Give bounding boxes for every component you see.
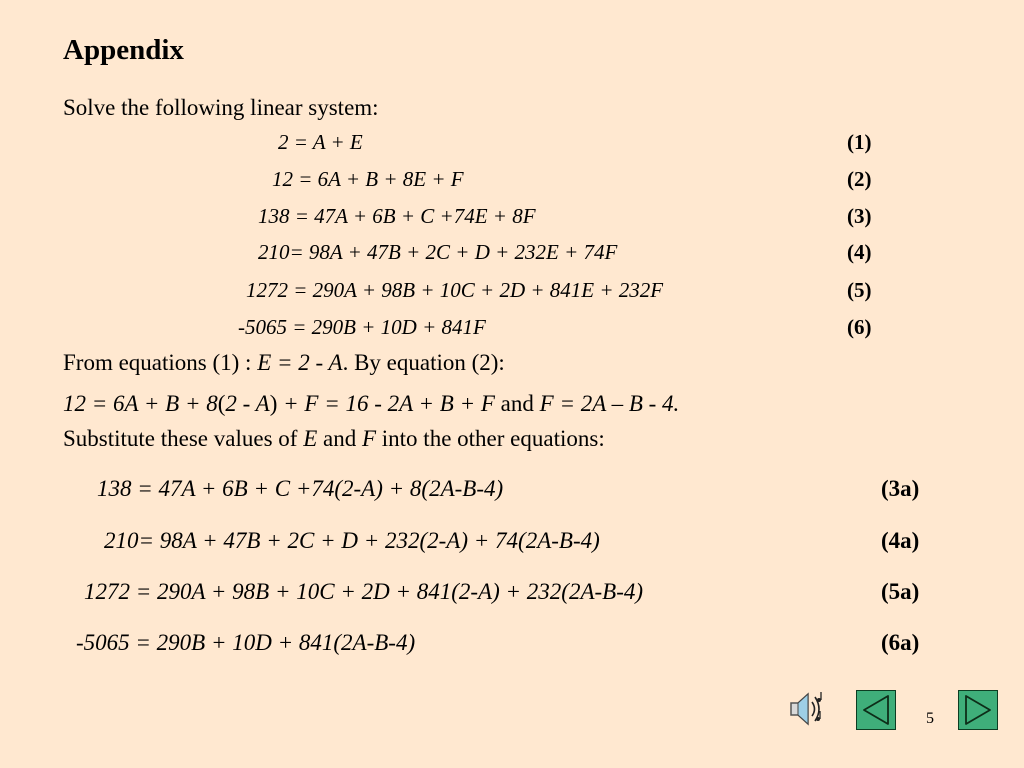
- substitute-tail: into the other equations:: [376, 426, 605, 451]
- equation-3: 138 = 47A + 6B + C +74E + 8F: [258, 204, 536, 228]
- intro-text: Solve the following linear system:: [63, 95, 379, 120]
- derivation-line-3: [63, 426, 605, 452]
- and-text-2: and: [317, 426, 362, 451]
- next-arrow-icon: [959, 691, 997, 729]
- speaker-icon[interactable]: [785, 688, 827, 730]
- equation-1-number: (1): [847, 130, 872, 154]
- equation-2: 12 = 6A + B + 8E + F: [272, 167, 464, 191]
- equation-1: 2 = A + E: [278, 130, 363, 154]
- equation-6a-number: (6a): [881, 630, 920, 655]
- prev-arrow-icon: [857, 691, 895, 729]
- close-paren: ): [269, 391, 278, 416]
- equation-4a: 210= 98A + 47B + 2C + D + 232(2-A) + 74(2A-B-4): [104, 528, 600, 553]
- equation-6: -5065 = 290B + 10D + 841F: [238, 315, 486, 339]
- equation-2-number: (2): [847, 167, 872, 191]
- equation-3a: 138 = 47A + 6B + C +74(2-A) + 8(2A-B-4): [97, 476, 504, 501]
- equation-6-number: (6): [847, 315, 872, 339]
- derivation-line-1-tail: . By equation (2):: [342, 350, 505, 375]
- derivation-e-expression: E = 2 - A: [257, 350, 343, 375]
- equation-3-number: (3): [847, 204, 872, 228]
- slide-title: Appendix: [63, 34, 184, 66]
- equation-5: 1272 = 290A + 98B + 10C + 2D + 841E + 232F: [246, 278, 664, 302]
- equation-4-number: (4): [847, 240, 872, 264]
- derivation-line-2: [63, 391, 679, 417]
- substitute-text: Substitute these values of: [63, 426, 304, 451]
- equation-4a-number: (4a): [881, 528, 920, 553]
- var-f: F: [361, 426, 377, 451]
- next-slide-button[interactable]: [958, 690, 998, 730]
- derivation-equation-2-start: 12 = 6A + B + 8: [63, 391, 218, 416]
- derivation-equation-2-end: + F = 16 - 2A + B + F: [277, 391, 495, 416]
- page-number: 5: [926, 710, 934, 727]
- derivation-line-1-text: From equations (1) :: [63, 350, 258, 375]
- derivation-paren-content: 2 - A: [225, 391, 270, 416]
- and-text: and: [494, 391, 540, 416]
- open-paren: (: [217, 391, 226, 416]
- equation-5a: 1272 = 290A + 98B + 10C + 2D + 841(2-A) + 232(2A-B-4): [84, 579, 644, 604]
- previous-slide-button[interactable]: [856, 690, 896, 730]
- equation-5a-number: (5a): [881, 579, 920, 604]
- derivation-line-1: [63, 350, 505, 376]
- var-e: E: [303, 426, 318, 451]
- equation-3a-number: (3a): [881, 476, 920, 501]
- derivation-f-expression: F = 2A – B - 4.: [539, 391, 680, 416]
- equation-5-number: (5): [847, 278, 872, 302]
- equation-6a: -5065 = 290B + 10D + 841(2A-B-4): [76, 630, 416, 655]
- equation-4: 210= 98A + 47B + 2C + D + 232E + 74F: [258, 240, 618, 264]
